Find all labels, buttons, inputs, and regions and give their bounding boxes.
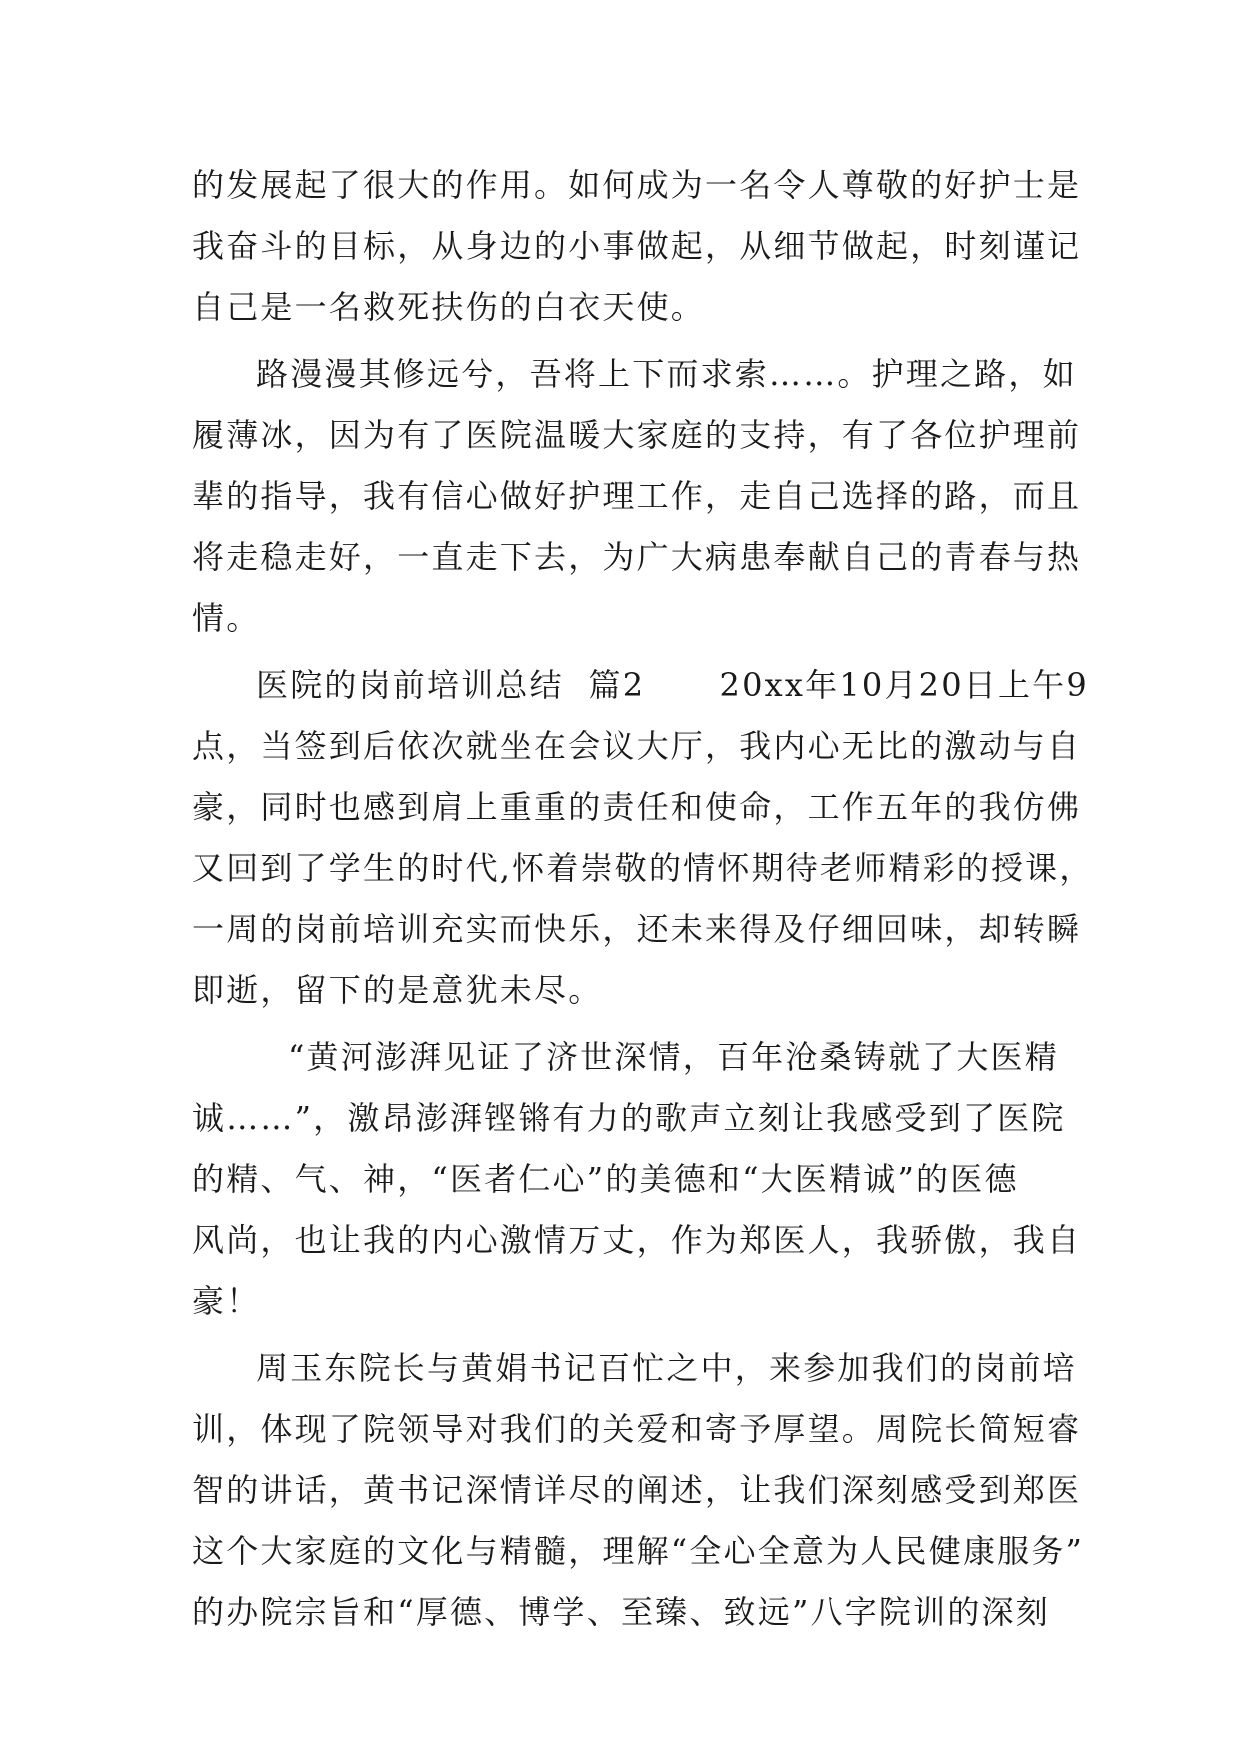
paragraph <box>192 1027 1082 1332</box>
text-line: 豪！ <box>192 1282 261 1320</box>
text-line: 将走稳走好，一直走下去，为广大病患奉献自己的青春与热 <box>192 538 1082 576</box>
text-line: 诚……”，激昂澎湃铿锵有力的歌声立刻让我感受到了医院 <box>192 1099 1066 1137</box>
text-line: 即逝，留下的是意犹未尽。 <box>192 971 603 1009</box>
text-line: 的精、气、神，“医者仁心”的美德和“大医精诚”的医德 <box>192 1160 1019 1198</box>
text-line: 点，当签到后依次就坐在会议大厅，我内心无比的激动与自 <box>192 727 1082 765</box>
text-line: 的办院宗旨和“厚德、博学、至臻、致远”八字院训的深刻 <box>192 1593 1050 1631</box>
text-line: 豪，同时也感到肩上重重的责任和使命，工作五年的我仿佛 <box>192 788 1082 826</box>
text-line: 医院的岗前培训总结 篇2 20xx年10月20日上午9 <box>256 666 1089 704</box>
paragraph <box>192 155 1082 338</box>
text-line: 风尚，也让我的内心激情万丈，作为郑医人，我骄傲，我自 <box>192 1221 1082 1259</box>
text-line: 的发展起了很大的作用。如何成为一名令人尊敬的好护士是 <box>192 166 1082 204</box>
text-line: “黄河澎湃见证了济世深情，百年沧桑铸就了大医精 <box>288 1038 1059 1076</box>
text-line: 这个大家庭的文化与精髓，理解“全心全意为人民健康服务” <box>192 1532 1085 1570</box>
text-line: 训，体现了院领导对我们的关爱和寄予厚望。周院长简短睿 <box>192 1410 1082 1448</box>
text-line: 我奋斗的目标，从身边的小事做起，从细节做起，时刻谨记 <box>192 227 1082 265</box>
text-line: 辈的指导，我有信心做好护理工作，走自己选择的路，而且 <box>192 477 1082 515</box>
text-line: 自己是一名救死扶伤的白衣天使。 <box>192 288 706 326</box>
text-line: 一周的岗前培训充实而快乐，还未来得及仔细回味，却转瞬 <box>192 910 1082 948</box>
paragraph <box>192 344 1082 649</box>
text-line: 情。 <box>192 599 261 637</box>
text-line: 又回到了学生的时代,怀着崇敬的情怀期待老师精彩的授课， <box>192 849 1094 887</box>
paragraph <box>192 1338 1085 1643</box>
text-line: 智的讲话，黄书记深情详尽的阐述，让我们深刻感受到郑医 <box>192 1471 1082 1509</box>
text-line: 履薄冰，因为有了医院温暖大家庭的支持，有了各位护理前 <box>192 416 1082 454</box>
text-line: 周玉东院长与黄娟书记百忙之中，来参加我们的岗前培 <box>256 1349 1077 1387</box>
paragraph <box>192 655 1094 1021</box>
text-line: 路漫漫其修远兮，吾将上下而求索……。护理之路，如 <box>256 355 1077 393</box>
document-body <box>192 155 1094 1643</box>
